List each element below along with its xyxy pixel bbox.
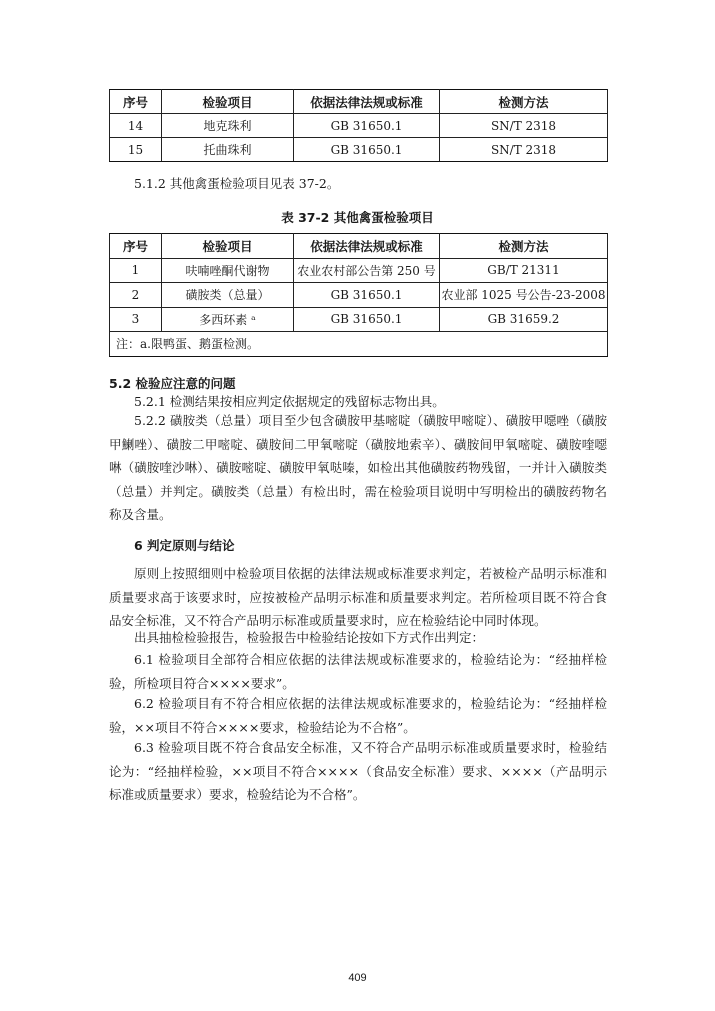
paragraph-5-2-2: 5.2.2 磺胺类（总量）项目至少包含磺胺甲基嘧啶（磺胺甲嘧啶）、磺胺甲噁唑（磺胺甲鯻唑）、磺胺二甲嘧啶、磺胺间二甲氧嘧啶（磺胺地索辛）、磺胺间甲氧嘧啶、磺胺喹噁啉（磺胺喹沙啉）、磺胺嘧啶、磺胺甲氧哒嗪，如检出其他磺胺药物残留，一并计入磺胺类（总量）并判定。磺胺类（总量）有检出时，需在检验项目说明中写明检出的磺胺药物名称及含量。: [109, 413, 607, 523]
table-cell: GB 31650.1: [294, 114, 440, 138]
table-header-row: [110, 90, 608, 114]
paragraph-6-principle: 原则上按照细则中检验项目依据的法律法规或标准要求判定，若被检产品明示标准和质量要求高于该要求时，应按被检产品明示标准和质量要求判定。若所检项目既不符合食品安全标准，又不符合产品明示标准或质量要求时，应在检验结论中同时体现。: [109, 566, 607, 629]
table-cell: 地克珠利: [162, 114, 294, 138]
table-cell: 磺胺类（总量）: [162, 283, 294, 308]
table-cell: 托曲珠利: [162, 138, 294, 162]
column-header: 序号: [110, 234, 162, 259]
column-header: 检测方法: [440, 90, 608, 114]
column-header: 检测方法: [440, 234, 608, 259]
paragraph-6-report: 出具抽检检验报告，检验报告中检验结论按如下方式作出判定：: [134, 630, 485, 645]
table-cell: 2: [110, 283, 162, 308]
column-header: 检验项目: [162, 234, 294, 259]
table-37-1-continued: [109, 89, 608, 162]
column-header: 依据法律法规或标准: [294, 90, 440, 114]
column-header: 依据法律法规或标准: [294, 234, 440, 259]
table-row: [110, 307, 608, 332]
table-cell: GB 31659.2: [440, 307, 608, 332]
table-row: [110, 258, 608, 283]
table-cell: GB 31650.1: [294, 138, 440, 162]
section-heading-6: 6 判定原则与结论: [134, 538, 235, 553]
paragraph-6-2: 6.2 检验项目有不符合相应依据的法律法规或标准要求的，检验结论为：“经抽样检验，××项目不符合××××要求，检验结论为不合格”。: [109, 696, 607, 735]
paragraph-5-2-1: 5.2.1 检测结果按相应判定依据规定的残留标志物出具。: [134, 394, 445, 409]
table-cell: 农业农村部公告第 250 号: [294, 258, 440, 283]
table-cell: SN/T 2318: [440, 114, 608, 138]
table-cell: GB 31650.1: [294, 307, 440, 332]
paragraph-6-1: 6.1 检验项目全部符合相应依据的法律法规或标准要求的，检验结论为：“经抽样检验，所检项目符合××××要求”。: [109, 652, 607, 691]
table-caption: 表 37-2 其他禽蛋检验项目: [281, 210, 434, 225]
table-row: [110, 138, 608, 162]
table-cell: 3: [110, 307, 162, 332]
table-cell: 15: [110, 138, 162, 162]
paragraph-6-3: 6.3 检验项目既不符合食品安全标准，又不符合产品明示标准或质量要求时，检验结论为：“经抽样检验，××项目不符合××××（食品安全标准）要求、××××（产品明示标准或质量要求）要求，检验结论为不合格”。: [109, 740, 607, 803]
table-cell: GB/T 21311: [440, 258, 608, 283]
table-row: [110, 283, 608, 308]
table-note-row: [110, 332, 608, 357]
paragraph-5-1-2: 5.1.2 其他禽蛋检验项目见表 37-2。: [134, 176, 340, 191]
table-cell: 多西环素 ᵃ: [162, 307, 294, 332]
table-cell: 农业部 1025 号公告-23-2008: [440, 283, 608, 308]
table-37-2: [109, 233, 608, 357]
table-cell: 呋喃唑酮代谢物: [162, 258, 294, 283]
table-row: [110, 114, 608, 138]
table-header-row: [110, 234, 608, 259]
table-cell: 1: [110, 258, 162, 283]
page-number: 409: [348, 972, 367, 984]
table-note: 注：a.限鸭蛋、鹅蛋检测。: [110, 332, 608, 357]
table-cell: SN/T 2318: [440, 138, 608, 162]
table-cell: 14: [110, 114, 162, 138]
column-header: 检验项目: [162, 90, 294, 114]
table-cell: GB 31650.1: [294, 283, 440, 308]
column-header: 序号: [110, 90, 162, 114]
section-heading-5-2: 5.2 检验应注意的问题: [109, 376, 236, 391]
